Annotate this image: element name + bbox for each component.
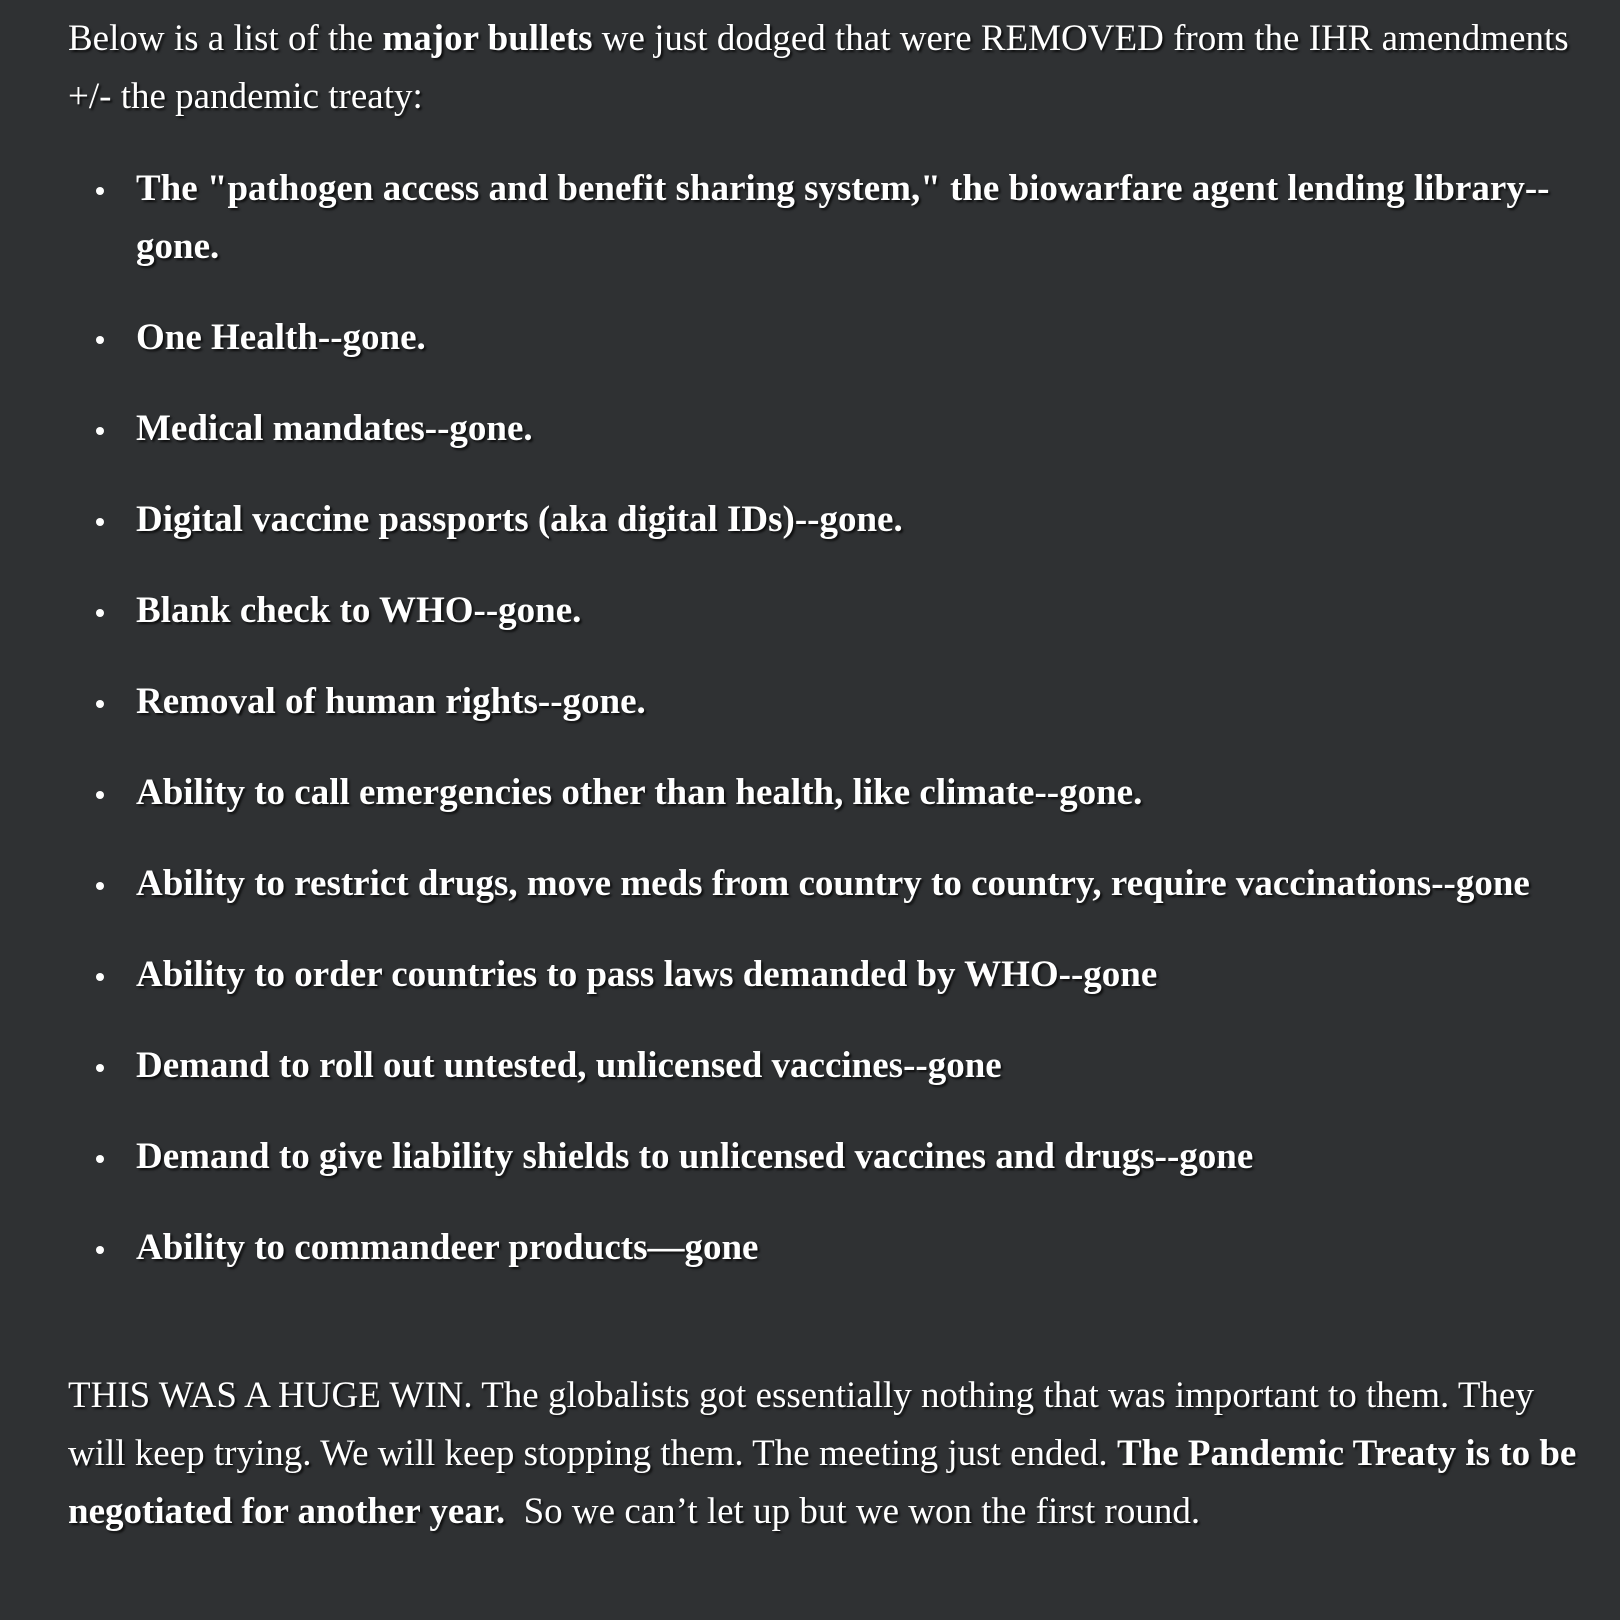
list-item [0,582,1620,640]
list-item-text: Medical mandates--gone. [136,408,533,449]
list-item [0,491,1620,549]
list-item [0,946,1620,1004]
list-item-text: Ability to call emergencies other than health, like climate--gone. [136,772,1143,813]
list-item [0,673,1620,731]
bullet-dot-icon [96,336,104,344]
bullet-dot-icon [96,609,104,617]
intro-paragraph [68,10,1598,126]
list-item [0,855,1620,913]
bullet-dot-icon [96,518,104,526]
outro-text-before: THIS WAS A HUGE WIN. The globalists got essentially nothing that was important to them. They will keep trying. We will keep stopping them. The meeting just ended. [68,1375,1534,1474]
list-item-text: Removal of human rights--gone. [136,681,646,722]
bullet-dot-icon [96,973,104,981]
bullet-dot-icon [96,1246,104,1254]
list-item [0,764,1620,822]
list-item [0,1128,1620,1186]
bullet-dot-icon [96,427,104,435]
intro-text-before: Below is a list of the [68,18,383,59]
list-item-text: Digital vaccine passports (aka digital IDs)--gone. [136,499,903,540]
intro-text-after: we just dodged that were REMOVED from the IHR amendments +/- the pandemic treaty: [68,18,1569,117]
list-item-text: Ability to restrict drugs, move meds from country to country, require vaccinations--gone [136,863,1530,904]
list-item-text: The "pathogen access and benefit sharing system," the biowarfare agent lending library--gone. [136,168,1550,267]
intro-bold-text: major bullets [382,18,593,59]
list-item [0,1037,1620,1095]
list-item [0,160,1620,276]
bullet-dot-icon [96,791,104,799]
list-item-text: Ability to commandeer products—gone [136,1227,759,1268]
list-item-text: Ability to order countries to pass laws demanded by WHO--gone [136,954,1158,995]
list-item [0,400,1620,458]
bullet-dot-icon [96,882,104,890]
outro-text-after: So we can’t let up but we won the first round. [505,1491,1201,1532]
list-item [0,1219,1620,1277]
list-item-text: Demand to give liability shields to unlicensed vaccines and drugs--gone [136,1136,1254,1177]
list-item-text: Demand to roll out untested, unlicensed vaccines--gone [136,1045,1002,1086]
outro-bold-text: The Pandemic Treaty is to be negotiated for another year. [68,1433,1577,1532]
outro-paragraph [68,1367,1598,1541]
bullet-dot-icon [96,187,104,195]
bullet-dot-icon [96,1155,104,1163]
bullet-dot-icon [96,700,104,708]
bullet-dot-icon [96,1064,104,1072]
bullet-list [0,160,1620,1310]
list-item-text: One Health--gone. [136,317,426,358]
list-item [0,309,1620,367]
list-item-text: Blank check to WHO--gone. [136,590,582,631]
